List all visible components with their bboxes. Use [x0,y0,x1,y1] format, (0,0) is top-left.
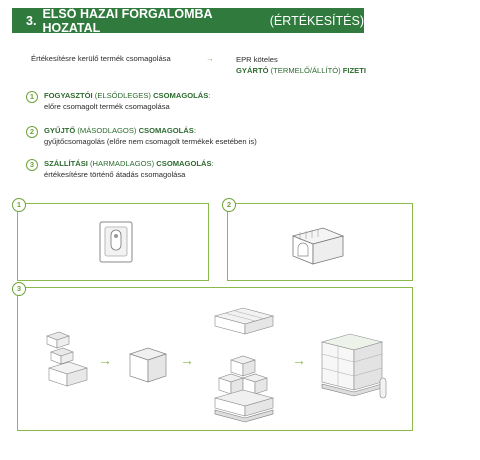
section-header [12,8,364,33]
intro-producer: GYÁRTÓ [236,66,269,75]
section-number: 3. [26,13,37,28]
item-description: gyűjtőcsomagolás (előre nem csomagolt termékek esetében is) [44,137,257,146]
item-title-bold: GYŰJTŐ [44,126,76,135]
primary-packaging-panel [16,200,209,281]
stacked-boxes-pallet-icon [213,354,279,424]
panel-number-badge: 2 [222,198,236,212]
item-title-suffix: : [211,159,214,168]
list-item-text [44,125,257,147]
item-description: előre csomagolt termék csomagolása [44,102,170,111]
box-cluster-icon [213,306,275,336]
secondary-packaging-panel [226,200,413,281]
item-title-normal: (MÁSODLAGOS) [77,126,137,135]
wrapped-pallet-icon [318,328,388,408]
intro-producer-note: (TERMELŐ/ÁLLÍTÓ) [270,66,341,75]
arrow-right-icon: → [292,352,306,368]
intro-left-text: Értékesítésre kerülő termék csomagolása [31,54,171,63]
item-title-bold: SZÁLLÍTÁSI [44,159,88,168]
item-title-bold2: CSOMAGOLÁS [138,126,194,135]
panel-number-badge: 1 [12,198,26,212]
section-title-suffix: (ÉRTÉKESÍTÉS) [269,13,364,28]
number-badge: 2 [26,126,38,138]
intro-right-line2 [236,65,366,76]
intro-right-text [236,54,366,76]
list-item-text [44,158,214,180]
intro-pays: FIZETI [342,66,366,75]
item-title-normal: (HARMADLAGOS) [90,159,155,168]
arrow-right-icon: → [98,352,112,368]
number-badge: 3 [26,159,38,171]
closed-box-icon [128,344,168,386]
item-title-suffix: : [193,126,196,135]
arrow-right-icon: → [180,352,194,368]
intro-right-line1: EPR köteles [236,55,278,64]
transport-packaging-panel [16,284,413,431]
blister-pack-icon [96,220,136,264]
panel-number-badge: 3 [12,282,26,296]
item-title-suffix: : [208,91,211,100]
item-title-normal: (ELSŐDLEGES) [94,91,151,100]
item-title-bold2: CSOMAGOLÁS [153,91,209,100]
item-title-bold: FOGYASZTÓI [44,91,93,100]
item-title-bold2: CSOMAGOLÁS [156,159,212,168]
list-item-text [44,90,210,112]
item-description: értékesítésre történő átadás csomagolása [44,170,186,179]
open-box-with-products-icon [43,326,93,388]
number-badge: 1 [26,91,38,103]
arrow-right-icon: → [206,54,214,63]
section-title: ELSŐ HAZAI FORGALOMBA HOZATAL [42,6,213,35]
collective-box-icon [288,218,348,268]
